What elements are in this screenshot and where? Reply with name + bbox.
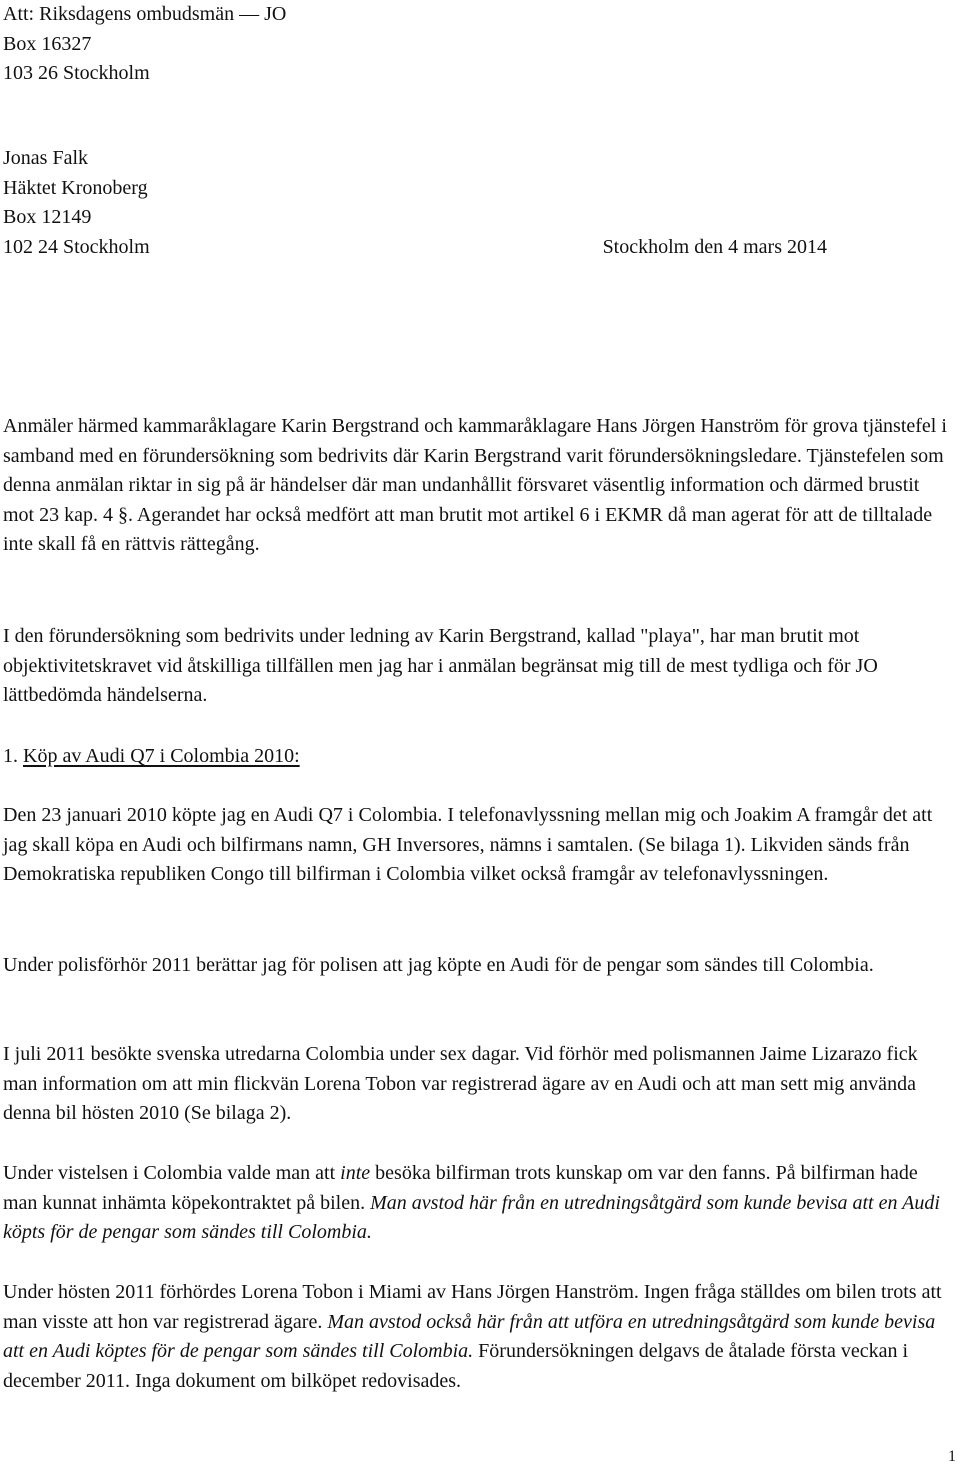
sender-line: 102 24 Stockholm: [3, 235, 150, 258]
section-number: 1.: [3, 745, 18, 767]
section-heading: [3, 742, 955, 772]
intro-paragraph: Anmäler härmed kammaråklagare Karin Bergstrand och kammaråklagare Hans Jörgen Hanström för grova tjänstefel i samband med en förundersökning som bedrivits där Karin Bergstrand varit förundersökningsledare. Tjänstefelen som denna anmälan riktar in sig på är händelser där man undanhållit försvaret väsentlig information och därmed brustit mot 23 kap. 4 §. Agerandet har också medfört att man brutit mot artikel 6 i EKMR då man agerat för att de tilltalade inte skall få en rättvis rättegång.: [3, 415, 947, 555]
emphasis-text: inte: [340, 1162, 371, 1184]
date-line: Stockholm den 4 mars 2014: [602, 235, 827, 258]
sender-name: Jonas Falk: [3, 147, 88, 169]
section-paragraph: Den 23 januari 2010 köpte jag en Audi Q7 i Colombia. I telefonavlyssning mellan mig och Joakim A framgår det att jag skall köpa en Audi och bilfirmans namn, GH Inversores, nämns i samtalen. (Se bilaga 1). Likviden sänds från Demokratiska republiken Congo till bilfirman i Colombia vilket också framgår av telefonavlyssningen.: [3, 804, 933, 885]
text-run: besöka bilfirman trots kunskap om var den fanns. På bilfirman hade man kunnat inhämta köpekontraktet på bilen.: [3, 1162, 918, 1214]
recipient-line: 103 26 Stockholm: [3, 62, 150, 84]
text-run: Under vistelsen i Colombia valde man att: [3, 1162, 341, 1184]
section-paragraph: [3, 1159, 951, 1248]
section-paragraph: Under polisförhör 2011 berättar jag för polisen att jag köpte en Audi för de pengar som sändes till Colombia.: [3, 954, 874, 976]
page-number: 1: [948, 1448, 956, 1465]
text-run: Förundersökningen delgavs de åtalade första veckan i december 2011. Inga dokument om bilköpet redovisades.: [3, 1340, 909, 1392]
recipient-address: [3, 0, 955, 89]
sender-line: Häktet Kronoberg: [3, 176, 148, 199]
sender-line: Box 12149: [3, 206, 92, 228]
emphasis-text: Man avstod här från en utredningsåtgärd som kunde bevisa att en Audi köpts för de pengar som sändes till Colombia.: [3, 1191, 940, 1243]
text-run: Under hösten 2011 förhördes Lorena Tobon i Miami av Hans Jörgen Hanström. Ingen fråga ställdes om bilen trots att man visste att hon var registrerad ägare.: [3, 1281, 942, 1333]
section-title: Köp av Audi Q7 i Colombia 2010:: [23, 745, 300, 767]
section-paragraph: I juli 2011 besökte svenska utredarna Colombia under sex dagar. Vid förhör med polismannen Jaime Lizarazo fick man information om att min flickvän Lorena Tobon var registrerad ägare av en Audi och att man sett mig använda denna bil hösten 2010 (Se bilaga 2).: [3, 1043, 918, 1124]
section-paragraph: [3, 1278, 951, 1396]
recipient-line: Att: Riksdagens ombudsmän — JO: [3, 3, 287, 25]
intro-paragraph-2: I den förundersökning som bedrivits under ledning av Karin Bergstrand, kallad "playa", har man brutit mot objektivitetskravet vid åtskilliga tillfällen men jag har i anmälan begränsat mig till de mest tydliga och för JO lättbedömda händelserna.: [3, 625, 878, 706]
recipient-line: Box 16327: [3, 32, 92, 55]
emphasis-text: Man avstod också här från att utföra en utredningsåtgärd som kunde bevisa att en Audi köptes för de pengar som sändes till Colombia.: [3, 1310, 936, 1362]
